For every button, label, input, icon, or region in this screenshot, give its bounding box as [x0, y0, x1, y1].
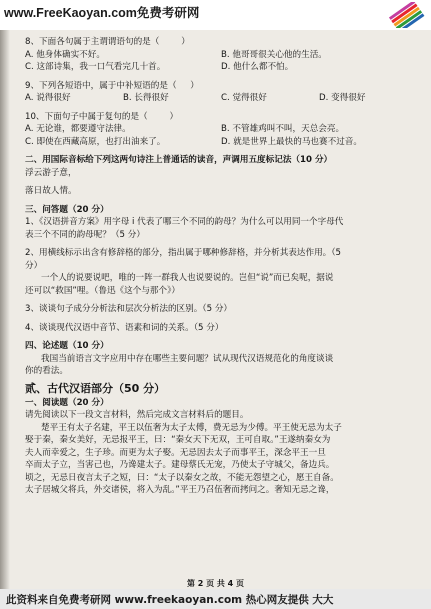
option-a: A. 说得很好 — [25, 93, 71, 103]
question-8-options-row1 — [25, 49, 417, 62]
option-d: D. 他什么都不怕。 — [221, 62, 294, 72]
section-4-line1: 我国当前语言文字应用中存在哪些主要问题？试从现代汉语规范化的角度谈谈 — [41, 353, 334, 364]
passage-line-4: 卒而太子立，当害己也，乃谗建太子。建母蔡氏无宠，乃使太子守城父，备边兵。 — [25, 460, 335, 470]
passage-line-2: 娶于秦，秦女美好，无忌报平王，曰：“秦女天下无双，王可自取。”王遂纳秦女为 — [25, 435, 331, 445]
bottom-watermark-banner — [0, 589, 431, 609]
option-b: B. 他哥哥很关心他的生活。 — [221, 49, 327, 60]
question-10-options-row1 — [25, 123, 417, 136]
colorful-fan-logo-icon — [385, 2, 425, 28]
question-8-options-row2 — [25, 61, 417, 74]
section-3-q3: 3、谈谈句子成分分析法和层次分析法的区别。（5 分） — [25, 304, 233, 314]
section-2-title: 二、用国际音标给下列这两句诗注上普通话的读音，声调用五度标记法（10 分） — [25, 155, 333, 165]
option-c: C. 觉得很好 — [221, 93, 267, 103]
option-d: D. 就是世界上最快的马也赛不过音。 — [221, 136, 362, 147]
option-d: D. 变得很好 — [319, 93, 366, 103]
question-9-options — [25, 92, 417, 105]
option-b: B. 不管雄鸡叫不叫，天总会亮。 — [221, 124, 345, 134]
reading-instruction: 请先阅读以下一段文言材料，然后完成文言材料后的题目。 — [25, 410, 249, 420]
option-c: C. 即使在西藏高原，也打出油来了。 — [25, 136, 166, 147]
page-number: 第 2 页 共 4 页 — [186, 579, 245, 588]
section-3-q2-line2: 分） — [25, 260, 43, 271]
section-3-q4: 4、谈谈现代汉语中音节、语素和词的关系。（5 分） — [25, 322, 224, 333]
section-3-q1-line2: 表三个不同的韵母呢？（5 分） — [25, 229, 145, 240]
section-3-q2-line1: 2、用横线标示出含有修辞格的部分，指出属于哪种修辞格，并分析其表达作用。（5 — [25, 248, 342, 258]
question-9-stem: 9、下列各短语中，属于中补短语的是（ ） — [25, 80, 199, 91]
scan-shadow — [0, 30, 10, 590]
passage-line-5: 顷之，无忌日夜言太子之短，曰：“太子以秦女之故，不能无怨望之心，愿王自备。 — [25, 472, 339, 483]
section-4-line2: 你的看法。 — [25, 366, 68, 376]
section-3-q1-line1: 1、《汉语拼音方案》用字母 i 代表了哪三个不同的韵母？为什么可以用同一个字母代 — [25, 217, 344, 227]
poem-line-2: 落日故人情。 — [25, 186, 77, 196]
poem-line-1: 浮云游子意， — [25, 167, 77, 178]
question-10-options-row2 — [25, 136, 417, 149]
section-4-title: 四、论述题（10 分） — [25, 341, 109, 351]
passage-line-1: 楚平王有太子名建，平王以伍奢为太子太傅，费无忌为少傅。平王使无忌为太子 — [41, 422, 342, 433]
watermark-banner — [0, 0, 431, 30]
passage-line-6: 太子居城父将兵，外交诸侯，将入为乱。”平王乃召伍奢而拷问之。奢知无忌之谗， — [25, 485, 335, 495]
option-b: B. 长得很好 — [123, 93, 169, 103]
section-3-q2-source: 还可以“救国”哩。（鲁迅《这个与那个》） — [25, 285, 180, 296]
option-a: A. 无论谁，都要遵守法律。 — [25, 124, 131, 134]
option-c: C. 这部诗集，我一口气看完几十首。 — [25, 62, 166, 72]
site-watermark: www.FreeKaoyan.com免费考研网 — [4, 6, 200, 20]
bottom-watermark: 此资料来自免费考研网 www.freekaoyan.com 热心网友提供 大大 — [6, 594, 334, 606]
option-a: A. 他身体确实不好。 — [25, 49, 105, 60]
section-3-title: 三、问答题（20 分） — [25, 204, 109, 215]
part-b-title: 贰、古代汉语部分（50 分） — [25, 381, 166, 395]
question-8-stem: 8、下面各句属于主谓谓语句的是（ ） — [25, 37, 190, 47]
reading-section-title: 一、阅读题（20 分） — [25, 397, 109, 408]
section-3-q2-quote: 一个人的说要说吧，唯的一阵一群我人也说要说的。岂但“说”而已矣呢，据说 — [41, 273, 334, 283]
question-10-stem: 10、下面句子中属于复句的是（ ） — [25, 111, 179, 122]
exam-content — [25, 36, 417, 497]
passage-line-3: 夫人而幸爱之，生子珍。而更为太子娶。无忌因去太子而事平王，深念平王一旦 — [25, 447, 326, 458]
